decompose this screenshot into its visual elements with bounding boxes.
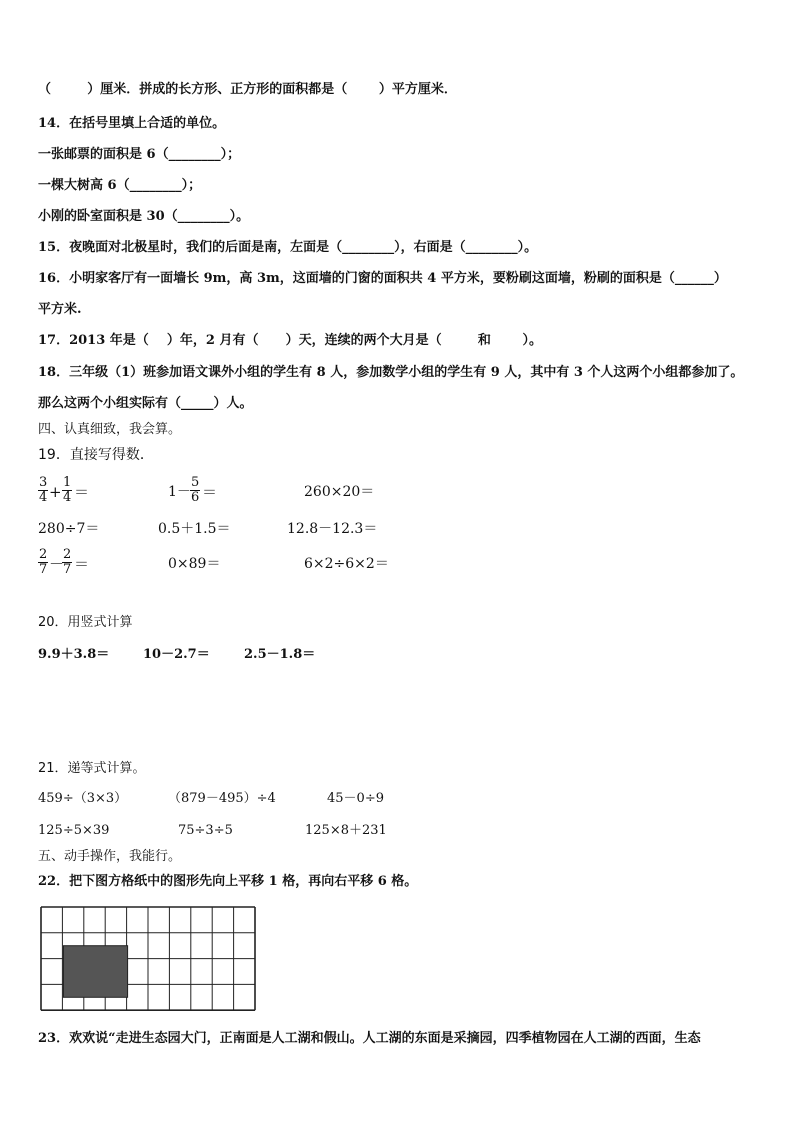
q14-item-tree: 一棵大树高 6（________）； [38,178,202,193]
q19-expr-6x2div6x2: 6×2÷6×2＝ [304,556,389,572]
q18-text-cont: 那么这两个小组实际有（_____）人。 [38,396,253,411]
plus-operator: + [49,483,62,501]
q21-expr-4: 125÷5×39 [38,823,110,838]
q19-fraction-2-7: $\frac{2}{7}$ [39,547,48,577]
q19-expr-0.5plus1.5: 0.5＋1.5＝ [158,521,231,537]
equals-sign: ＝ [202,483,218,501]
equals-sign: ＝ [74,555,90,573]
q19-fraction-5-6: $\frac{5}{6}$ [191,475,200,505]
q19-expr-12.8minus12.3: 12.8－12.3＝ [287,521,378,537]
q23-text: 23．欢欢说“走进生态园大门，正南面是人工湖和假山。人工湖的东面是采摘园，四季植物园在人工湖的西面，生态 [38,1031,701,1046]
q14-title: 14．在括号里填上合适的单位。 [38,116,226,131]
q20-expr-2: 10－2.7＝ [143,647,210,662]
q18-text: 18．三年级（1）班参加语文课外小组的学生有 8 人，参加数学小组的学生有 9 人，其中有 3 个人这两个小组都参加了。 [38,365,744,380]
q20-title: 20．用竖式计算 [38,615,133,630]
q21-expr-3: 45－0÷9 [327,791,384,806]
q22-text: 22．把下图方格纸中的图形先向上平移 1 格，再向右平移 6 格。 [38,874,418,889]
q21-expr-1: 459÷（3×3） [38,791,128,806]
q19-fraction-2-7b: $\frac{2}{7}$ [63,547,72,577]
q16-text: 16．小明家客厅有一面墙长 9m，高 3m，这面墙的门窗的面积共 4 平方米，要粉刷这面墙，粉刷的面积是（______） [38,271,727,286]
q16-text-cont: 平方米. [38,302,82,317]
equals-sign: ＝ [74,483,90,501]
q21-expr-6: 125×8＋231 [305,823,387,838]
section-5-heading: 五、动手操作，我能行。 [38,849,182,864]
q19-expr-280div7: 280÷7＝ [38,521,100,537]
q19-expr-0x89: 0×89＝ [168,556,221,572]
q15-text: 15．夜晚面对北极星时，我们的后面是南，左面是（________），右面是（________）。 [38,240,538,255]
q19-fraction-3-4: $\frac{3}{4}$ [39,475,48,505]
q14-item-bedroom: 小刚的卧室面积是 30（________）。 [38,209,250,224]
q21-expr-5: 75÷3÷5 [178,823,233,838]
q20-expr-1: 9.9＋3.8＝ [38,647,110,662]
q19-expr-1-minus: 1－ [168,484,191,500]
q14-item-stamp: 一张邮票的面积是 6（________）； [38,147,241,162]
q13-tail: （ ）厘米．拼成的长方形、正方形的面积都是（ ）平方厘米． [38,82,457,97]
q19-fraction-1-4: $\frac{1}{4}$ [63,475,72,505]
section-4-heading: 四、认真细致，我会算。 [38,422,182,437]
grid-shape-rectangle [63,946,127,998]
grid-paper [40,906,258,1012]
q19-expr-260x20: 260×20＝ [304,484,375,500]
q21-expr-2: （879－495）÷4 [168,791,276,806]
q20-expr-3: 2.5－1.8＝ [244,647,316,662]
minus-operator: － [49,555,65,573]
q17-text: 17．2013 年是（ ）年，2 月有（ ）天，连续的两个大月是（ 和 ）。 [38,333,543,348]
q21-title: 21．递等式计算。 [38,761,146,776]
q19-title: 19．直接写得数． [38,447,154,463]
